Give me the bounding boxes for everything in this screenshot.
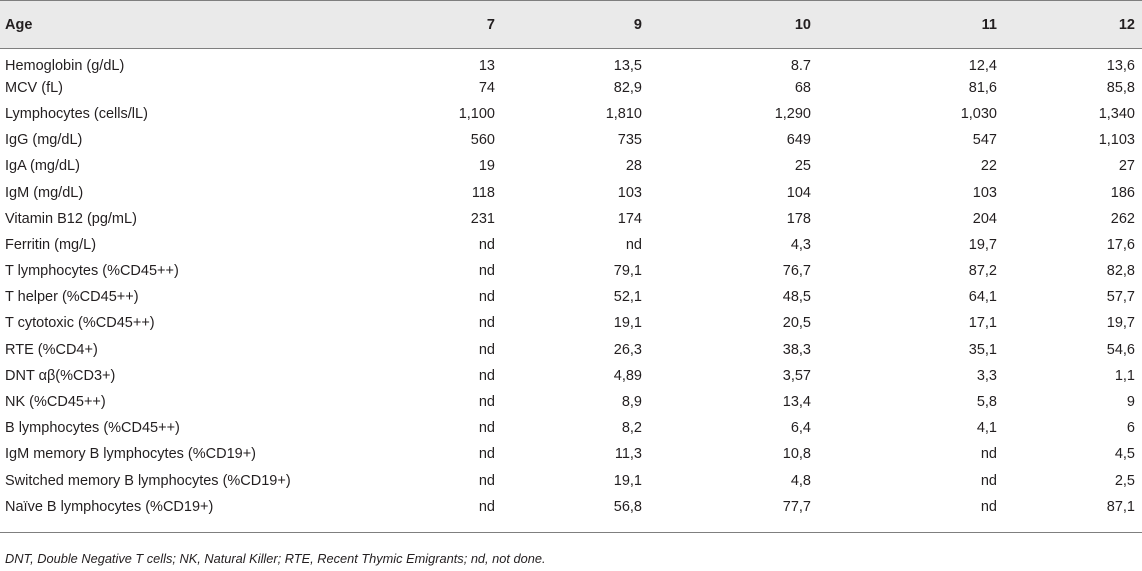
cell-value: 68 bbox=[794, 79, 811, 96]
row-label: MCV (fL) bbox=[5, 79, 63, 96]
cell-value: 8,2 bbox=[621, 420, 642, 437]
cell-value: 735 bbox=[617, 132, 642, 149]
cell-value: 8,9 bbox=[621, 394, 642, 411]
row-label: NK (%CD45++) bbox=[5, 394, 106, 411]
cell-value: 19,7 bbox=[1106, 315, 1135, 332]
cell-value: 77,7 bbox=[782, 498, 811, 515]
cell-value: 6 bbox=[1126, 420, 1135, 437]
table-row bbox=[0, 284, 1142, 310]
table-row bbox=[0, 389, 1142, 415]
cell-value: 19 bbox=[478, 158, 495, 175]
table-row bbox=[0, 337, 1142, 363]
table-row bbox=[0, 49, 1142, 75]
cell-value: 1,290 bbox=[774, 105, 811, 122]
cell-value: nd bbox=[478, 420, 495, 437]
cell-value: 20,5 bbox=[782, 315, 811, 332]
cell-value: 8.7 bbox=[790, 57, 811, 74]
cell-value: 64,1 bbox=[968, 289, 997, 306]
table-row bbox=[0, 363, 1142, 389]
cell-value: nd bbox=[980, 472, 997, 489]
cell-value: 104 bbox=[786, 184, 811, 201]
cell-value: nd bbox=[625, 236, 642, 253]
cell-value: 19,1 bbox=[613, 315, 642, 332]
cell-value: 174 bbox=[617, 210, 642, 227]
table-row bbox=[0, 310, 1142, 336]
cell-value: 13,5 bbox=[613, 57, 642, 74]
cell-value: 5,8 bbox=[976, 394, 997, 411]
row-label: Hemoglobin (g/dL) bbox=[5, 57, 125, 74]
table-row bbox=[0, 179, 1142, 205]
header-col-5: 12 bbox=[1118, 16, 1135, 33]
table-row bbox=[0, 415, 1142, 441]
cell-value: 649 bbox=[786, 132, 811, 149]
cell-value: 74 bbox=[478, 79, 495, 96]
table-row bbox=[0, 441, 1142, 467]
header-age-label: Age bbox=[5, 16, 33, 33]
cell-value: 54,6 bbox=[1106, 341, 1135, 358]
cell-value: 17,1 bbox=[968, 315, 997, 332]
row-label: IgG (mg/dL) bbox=[5, 132, 83, 149]
row-label: Vitamin B12 (pg/mL) bbox=[5, 210, 137, 227]
cell-value: 186 bbox=[1110, 184, 1135, 201]
cell-value: 76,7 bbox=[782, 263, 811, 280]
cell-value: 57,7 bbox=[1106, 289, 1135, 306]
cell-value: 10,8 bbox=[782, 446, 811, 463]
cell-value: 48,5 bbox=[782, 289, 811, 306]
cell-value: 3,3 bbox=[976, 367, 997, 384]
cell-value: 4,5 bbox=[1114, 446, 1135, 463]
row-label: T cytotoxic (%CD45++) bbox=[5, 315, 155, 332]
cell-value: 3,57 bbox=[782, 367, 811, 384]
table-row bbox=[0, 258, 1142, 284]
row-label: Lymphocytes (cells/lL) bbox=[5, 105, 148, 122]
cell-value: 13 bbox=[478, 57, 495, 74]
cell-value: 11,3 bbox=[614, 446, 642, 463]
row-label: T lymphocytes (%CD45++) bbox=[5, 263, 179, 280]
cell-value: 1,1 bbox=[1114, 367, 1135, 384]
header-col-4: 11 bbox=[981, 16, 997, 33]
cell-value: 103 bbox=[617, 184, 642, 201]
cell-value: nd bbox=[478, 289, 495, 306]
cell-value: 85,8 bbox=[1106, 79, 1135, 96]
cell-value: 1,100 bbox=[458, 105, 495, 122]
cell-value: nd bbox=[478, 394, 495, 411]
cell-value: 81,6 bbox=[968, 79, 997, 96]
cell-value: 1,103 bbox=[1098, 132, 1135, 149]
cell-value: 118 bbox=[471, 184, 495, 201]
cell-value: 17,6 bbox=[1106, 236, 1135, 253]
cell-value: nd bbox=[478, 498, 495, 515]
cell-value: nd bbox=[478, 472, 495, 489]
row-label: B lymphocytes (%CD45++) bbox=[5, 420, 180, 437]
row-label: IgA (mg/dL) bbox=[5, 158, 80, 175]
row-label: DNT αβ(%CD3+) bbox=[5, 367, 116, 384]
cell-value: nd bbox=[478, 341, 495, 358]
header-col-1: 7 bbox=[486, 16, 495, 33]
cell-value: 28 bbox=[625, 158, 642, 175]
cell-value: 2,5 bbox=[1114, 472, 1135, 489]
row-label: T helper (%CD45++) bbox=[5, 289, 139, 306]
cell-value: 19,1 bbox=[613, 472, 642, 489]
row-label: Ferritin (mg/L) bbox=[5, 236, 97, 253]
cell-value: nd bbox=[980, 498, 997, 515]
cell-value: 27 bbox=[1118, 158, 1135, 175]
cell-value: 1,030 bbox=[960, 105, 997, 122]
cell-value: 6,4 bbox=[790, 420, 811, 437]
cell-value: nd bbox=[478, 315, 495, 332]
table-row bbox=[0, 101, 1142, 127]
cell-value: nd bbox=[478, 236, 495, 253]
cell-value: 103 bbox=[972, 184, 997, 201]
cell-value: nd bbox=[980, 446, 997, 463]
cell-value: 560 bbox=[470, 132, 495, 149]
cell-value: 4,3 bbox=[790, 236, 811, 253]
cell-value: 35,1 bbox=[968, 341, 997, 358]
row-label: RTE (%CD4+) bbox=[5, 341, 98, 358]
cell-value: 38,3 bbox=[782, 341, 811, 358]
cell-value: 262 bbox=[1110, 210, 1135, 227]
row-label: Switched memory B lymphocytes (%CD19+) bbox=[5, 472, 291, 489]
cell-value: 26,3 bbox=[613, 341, 642, 358]
cell-value: 87,2 bbox=[968, 263, 997, 280]
cell-value: 9 bbox=[1126, 394, 1135, 411]
cell-value: 13,6 bbox=[1106, 57, 1135, 74]
cell-value: 22 bbox=[980, 158, 997, 175]
cell-value: 25 bbox=[794, 158, 811, 175]
row-label: Naïve B lymphocytes (%CD19+) bbox=[5, 498, 214, 515]
table-footnote: DNT, Double Negative T cells; NK, Natural Killer; RTE, Recent Thymic Emigrants; nd, not done. bbox=[5, 551, 546, 566]
cell-value: nd bbox=[478, 367, 495, 384]
cell-value: 56,8 bbox=[613, 498, 642, 515]
table-row bbox=[0, 127, 1142, 153]
cell-value: 82,8 bbox=[1106, 263, 1135, 280]
cell-value: 231 bbox=[470, 210, 495, 227]
cell-value: 4,1 bbox=[976, 420, 997, 437]
table-row bbox=[0, 75, 1142, 101]
cell-value: 19,7 bbox=[968, 236, 997, 253]
cell-value: 4,8 bbox=[790, 472, 811, 489]
table-bottom-rule bbox=[0, 532, 1142, 533]
cell-value: 52,1 bbox=[613, 289, 642, 306]
cell-value: 87,1 bbox=[1106, 498, 1135, 515]
table-row bbox=[0, 153, 1142, 179]
cell-value: 82,9 bbox=[613, 79, 642, 96]
cell-value: nd bbox=[478, 446, 495, 463]
cell-value: nd bbox=[478, 263, 495, 280]
table-row bbox=[0, 206, 1142, 232]
header-col-3: 10 bbox=[794, 16, 811, 33]
table-row bbox=[0, 468, 1142, 494]
table-body bbox=[0, 49, 1142, 520]
row-label: IgM memory B lymphocytes (%CD19+) bbox=[5, 446, 256, 463]
cell-value: 4,89 bbox=[613, 367, 642, 384]
cell-value: 1,340 bbox=[1098, 105, 1135, 122]
cell-value: 12,4 bbox=[968, 57, 997, 74]
cell-value: 13,4 bbox=[782, 394, 811, 411]
cell-value: 79,1 bbox=[613, 263, 642, 280]
table-row bbox=[0, 232, 1142, 258]
table-header-row bbox=[0, 1, 1142, 49]
header-col-2: 9 bbox=[633, 16, 642, 33]
cell-value: 547 bbox=[972, 132, 997, 149]
cell-value: 1,810 bbox=[605, 105, 642, 122]
row-label: IgM (mg/dL) bbox=[5, 184, 84, 201]
table-row bbox=[0, 494, 1142, 520]
cell-value: 204 bbox=[972, 210, 997, 227]
cell-value: 178 bbox=[786, 210, 811, 227]
